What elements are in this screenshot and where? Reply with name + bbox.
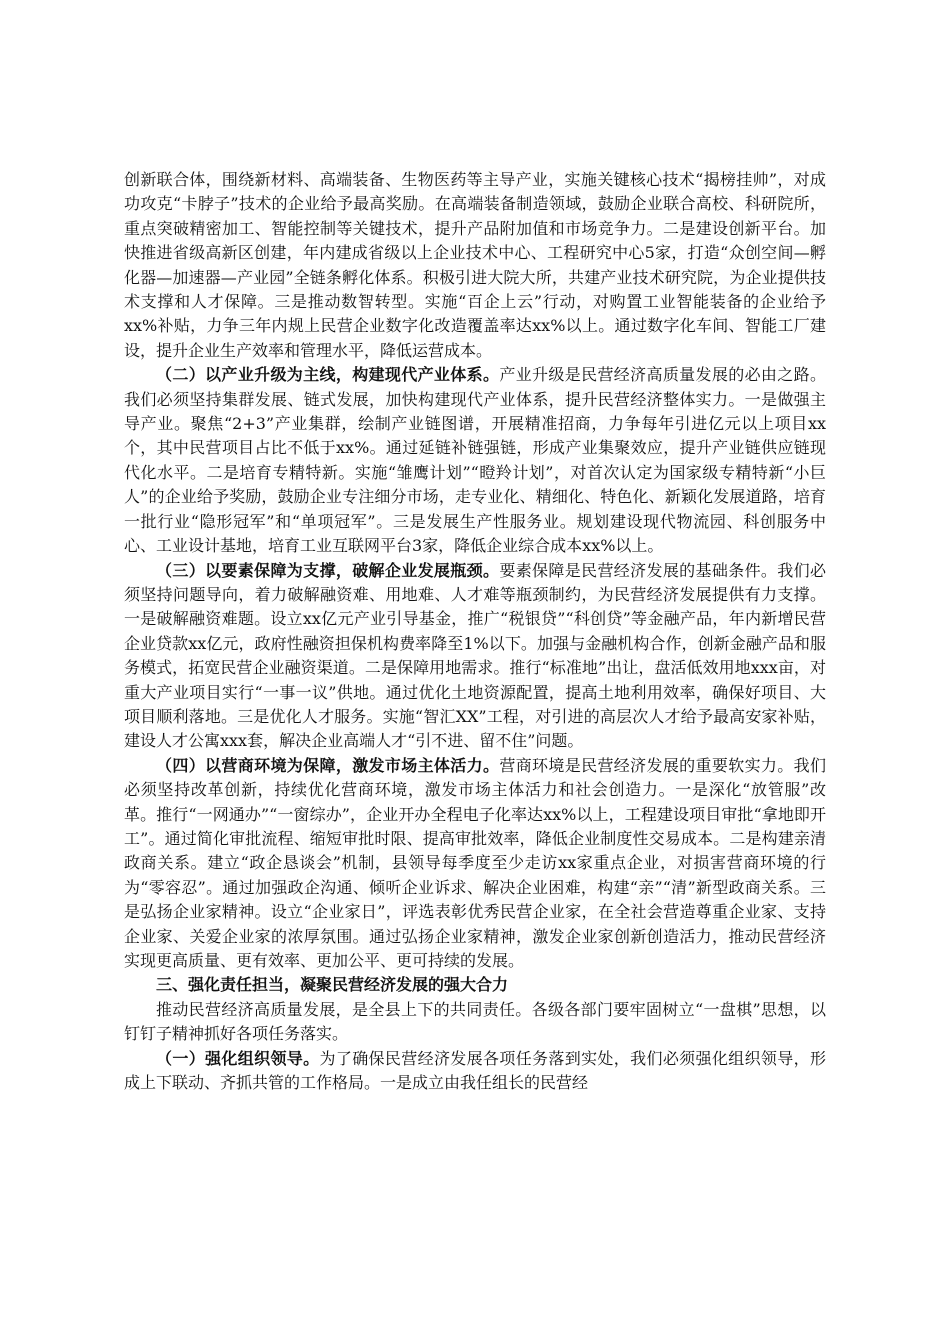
- document-page: [124, 168, 826, 1095]
- paragraph-factor-guarantee: [124, 559, 826, 754]
- paragraph-business-environment: [124, 754, 826, 974]
- section-heading-business-environment: （四）以营商环境为保障，激发市场主体活力。: [156, 755, 500, 775]
- paragraph-body-business-environment: 营商环境是民营经济发展的重要软实力。我们必须坚持改革创新，持续优化营商环境，激发市场主体活力和社会创造力。一是深化“放管服”改革。推行“一网通办”“一窗综办”，企业开办全程电子化率达xx%以上，工程建设项目审批“拿地即开工”。通过简化审批流程、缩短审批时限、提高审批效率，降低企业制度性交易成本。二是构建亲清政商关系。建立“政企恳谈会”机制，县领导每季度至少走访xx家重点企业，对损害营商环境的行为“零容忍”。通过加强政企沟通、倾听企业诉求、解决企业困难，构建“亲”“清”新型政商关系。三是弘扬企业家精神。设立“企业家日”，评选表彰优秀民营企业家，在全社会营造尊重企业家、支持企业家、关爱企业家的浓厚氛围。通过弘扬企业家精神，激发企业家创新创造活力，推动民营经济实现更高质量、更有效率、更加公平、更可持续的发展。: [124, 755, 826, 970]
- paragraph-body-organization-leadership: 为了确保民营经济发展各项任务落到实处，我们必须强化组织领导，形成上下联动、齐抓共管的工作格局。一是成立由我任组长的民营经: [124, 1048, 826, 1093]
- paragraph-innovation-continued: 创新联合体，围绕新材料、高端装备、生物医药等主导产业，实施关键核心技术“揭榜挂帅”，对成功攻克“卡脖子”技术的企业给予最高奖励。在高端装备制造领域，鼓励企业联合高校、科研院所，重点突破精密加工、智能控制等关键技术，提升产品附加值和市场竞争力。二是建设创新平台。加快推进省级高新区创建，年内建成省级以上企业技术中心、工程研究中心5家，打造“众创空间—孵化器—加速器—产业园”全链条孵化体系。积极引进大院大所，共建产业技术研究院，为企业提供技术支撑和人才保障。三是推动数智转型。实施“百企上云”行动，对购置工业智能装备的企业给予xx%补贴，力争三年内规上民营企业数字化改造覆盖率达xx%以上。通过数字化车间、智能工厂建设，提升企业生产效率和管理水平，降低运营成本。: [124, 170, 826, 360]
- section-heading-industry-upgrade: （二）以产业升级为主线，构建现代产业体系。: [156, 365, 500, 385]
- paragraph-body-industry-upgrade: 产业升级是民营经济高质量发展的必由之路。我们必须坚持集群发展、链式发展，加快构建现代产业体系，提升民营经济整体实力。一是做强主导产业。聚焦“2+3”产业集群，绘制产业链图谱，开展精准招商，力争每年引进亿元以上项目xx个，其中民营项目占比不低于xx%。通过延链补链强链，形成产业集聚效应，提升产业链供应链现代化水平。二是培育专精特新。实施“雏鹰计划”“瞪羚计划”，对首次认定为国家级专精特新“小巨人”的企业给予奖励，鼓励企业专注细分市场，走专业化、精细化、特色化、新颖化发展道路，培育一批行业“隐形冠军”和“单项冠军”。三是发展生产性服务业。规划建设现代物流园、科创服务中心、工业设计基地，培育工业互联网平台3家，降低企业综合成本xx%以上。: [124, 365, 826, 556]
- chapter-heading-responsibility: 三、强化责任担当，凝聚民营经济发展的强大合力: [156, 975, 509, 995]
- section-heading-organization-leadership: （一）强化组织领导。: [156, 1048, 320, 1068]
- paragraph-joint-responsibility: 推动民营经济高质量发展，是全县上下的共同责任。各级各部门要牢固树立“一盘棋”思想，以钉钉子精神抓好各项任务落实。: [124, 999, 826, 1044]
- paragraph-industry-upgrade: [124, 363, 826, 558]
- section-heading-factor-guarantee: （三）以要素保障为支撑，破解企业发展瓶颈。: [156, 560, 500, 580]
- paragraph-body-factor-guarantee: 要素保障是民营经济发展的基础条件。我们必须坚持问题导向，着力破解融资难、用地难、人才难等瓶颈制约，为民营经济发展提供有力支撑。一是破解融资难题。设立xx亿元产业引导基金，推广“税银贷”“科创贷”等金融产品，年内新增民营企业贷款xx亿元，政府性融资担保机构费率降至1%以下。加强与金融机构合作，创新金融产品和服务模式，拓宽民营企业融资渠道。二是保障用地需求。推行“标准地”出让，盘活低效用地xxx亩，对重大产业项目实行“一事一议”供地。通过优化土地资源配置，提高土地利用效率，确保好项目、大项目顺利落地。三是优化人才服务。实施“智汇XX”工程，对引进的高层次人才给予最高安家补贴，建设人才公寓xxx套，解决企业高端人才“引不进、留不住”问题。: [124, 560, 826, 751]
- paragraph-organization-leadership: [124, 1047, 826, 1096]
